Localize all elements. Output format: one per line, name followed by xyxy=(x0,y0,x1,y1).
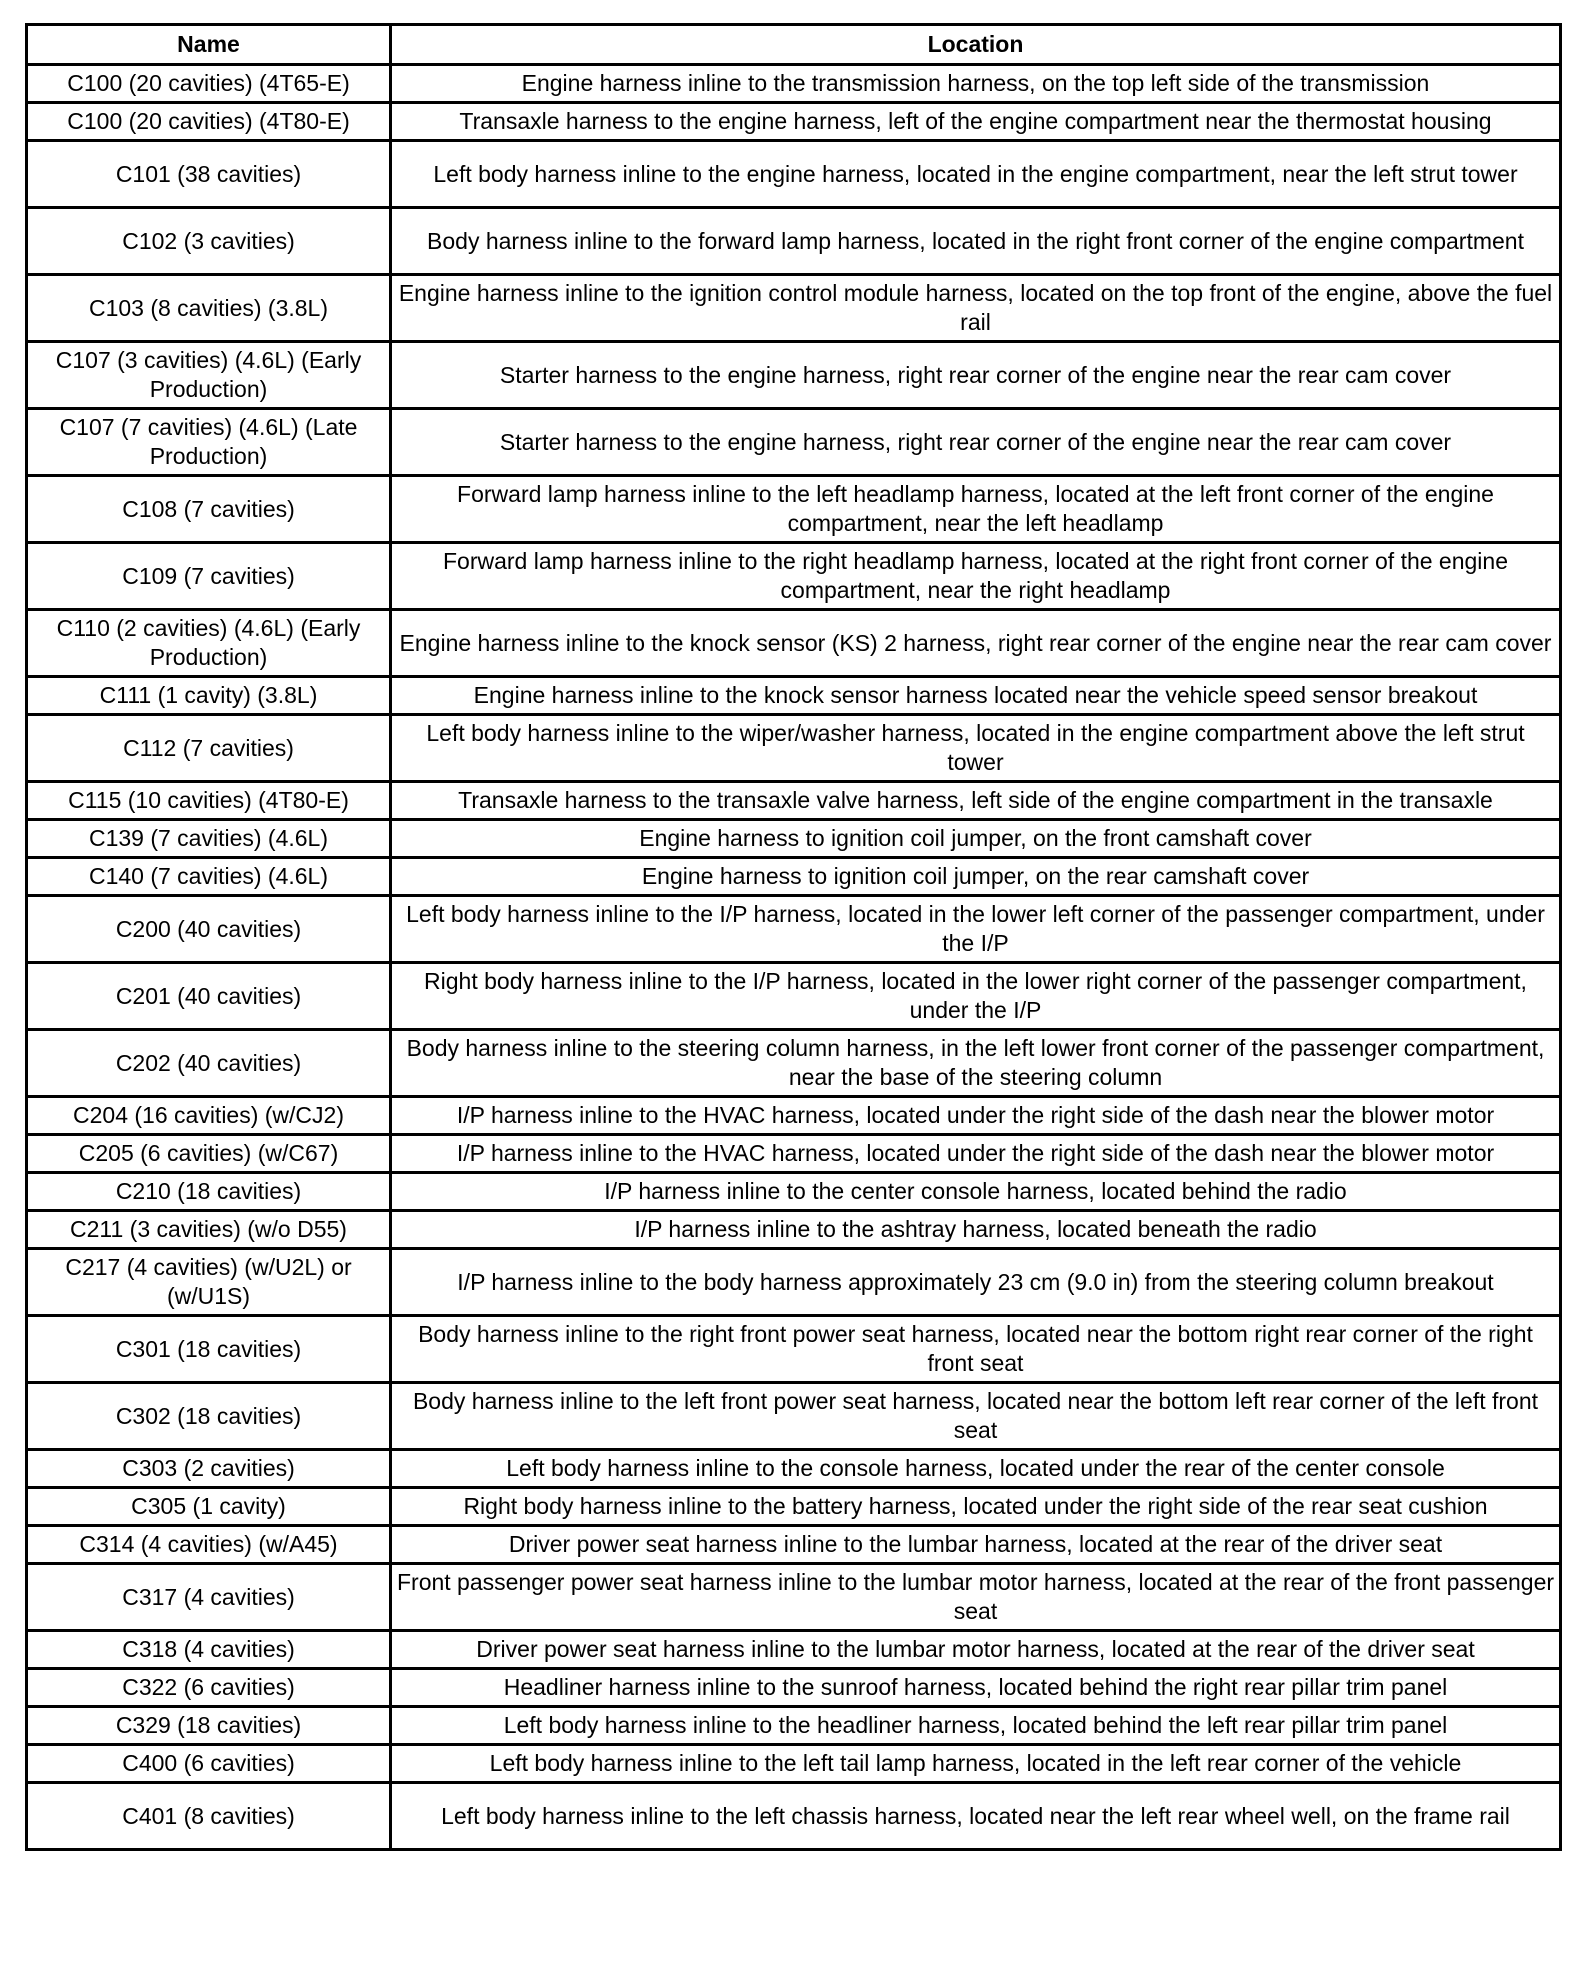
connector-location-cell: Engine harness inline to the ignition control module harness, located on the top front of the engine, above the fuel rail xyxy=(391,275,1561,342)
table-row xyxy=(27,476,1561,543)
table-row xyxy=(27,1030,1561,1097)
table-row xyxy=(27,896,1561,963)
connector-location-cell: Body harness inline to the right front power seat harness, located near the bottom right rear corner of the right front seat xyxy=(391,1316,1561,1383)
table-row xyxy=(27,858,1561,896)
connector-location-cell: Left body harness inline to the console harness, located under the rear of the center console xyxy=(391,1450,1561,1488)
connector-location-cell: Forward lamp harness inline to the right headlamp harness, located at the right front corner of the engine compartment, near the right headlamp xyxy=(391,543,1561,610)
connector-name-cell: C101 (38 cavities) xyxy=(27,141,391,208)
connector-name-cell: C400 (6 cavities) xyxy=(27,1745,391,1783)
connector-location-cell: Engine harness to ignition coil jumper, on the front camshaft cover xyxy=(391,820,1561,858)
table-row xyxy=(27,1450,1561,1488)
table-row xyxy=(27,208,1561,275)
table-row xyxy=(27,715,1561,782)
table-row xyxy=(27,65,1561,103)
table-row xyxy=(27,782,1561,820)
connector-name-cell: C302 (18 cavities) xyxy=(27,1383,391,1450)
table-row xyxy=(27,677,1561,715)
connector-name-cell: C314 (4 cavities) (w/A45) xyxy=(27,1526,391,1564)
connector-location-cell: Left body harness inline to the I/P harness, located in the lower left corner of the passenger compartment, under the I/P xyxy=(391,896,1561,963)
table-row xyxy=(27,1173,1561,1211)
table-row xyxy=(27,1707,1561,1745)
table-row xyxy=(27,610,1561,677)
table-row xyxy=(27,1745,1561,1783)
connector-location-cell: Body harness inline to the forward lamp harness, located in the right front corner of the engine compartment xyxy=(391,208,1561,275)
connector-name-cell: C107 (3 cavities) (4.6L) (Early Production) xyxy=(27,342,391,409)
connector-location-cell: Body harness inline to the left front power seat harness, located near the bottom left rear corner of the left front seat xyxy=(391,1383,1561,1450)
table-row xyxy=(27,1488,1561,1526)
connector-location-cell: Left body harness inline to the wiper/washer harness, located in the engine compartment above the left strut tower xyxy=(391,715,1561,782)
table-row xyxy=(27,1135,1561,1173)
connector-location-cell: I/P harness inline to the HVAC harness, located under the right side of the dash near the blower motor xyxy=(391,1097,1561,1135)
connector-name-cell: C139 (7 cavities) (4.6L) xyxy=(27,820,391,858)
table-row xyxy=(27,141,1561,208)
table-row xyxy=(27,820,1561,858)
connector-location-cell: Left body harness inline to the engine harness, located in the engine compartment, near the left strut tower xyxy=(391,141,1561,208)
connector-name-cell: C102 (3 cavities) xyxy=(27,208,391,275)
connector-location-cell: Left body harness inline to the left chassis harness, located near the left rear wheel well, on the frame rail xyxy=(391,1783,1561,1850)
location-column-header: Location xyxy=(391,25,1561,65)
connector-location-cell: I/P harness inline to the center console harness, located behind the radio xyxy=(391,1173,1561,1211)
table-row xyxy=(27,275,1561,342)
table-row xyxy=(27,1097,1561,1135)
connector-location-cell: Engine harness to ignition coil jumper, on the rear camshaft cover xyxy=(391,858,1561,896)
table-row xyxy=(27,342,1561,409)
table-row xyxy=(27,963,1561,1030)
connector-location-cell: Engine harness inline to the transmission harness, on the top left side of the transmission xyxy=(391,65,1561,103)
connector-location-cell: Engine harness inline to the knock sensor harness located near the vehicle speed sensor breakout xyxy=(391,677,1561,715)
connector-name-cell: C107 (7 cavities) (4.6L) (Late Production) xyxy=(27,409,391,476)
connector-location-cell: Starter harness to the engine harness, right rear corner of the engine near the rear cam cover xyxy=(391,342,1561,409)
connector-name-cell: C401 (8 cavities) xyxy=(27,1783,391,1850)
connector-name-cell: C201 (40 cavities) xyxy=(27,963,391,1030)
table-row xyxy=(27,1211,1561,1249)
connector-location-cell: Transaxle harness to the engine harness, left of the engine compartment near the thermostat housing xyxy=(391,103,1561,141)
table-row xyxy=(27,1316,1561,1383)
connector-name-cell: C112 (7 cavities) xyxy=(27,715,391,782)
connector-location-cell: I/P harness inline to the HVAC harness, located under the right side of the dash near the blower motor xyxy=(391,1135,1561,1173)
connector-name-cell: C205 (6 cavities) (w/C67) xyxy=(27,1135,391,1173)
table-row xyxy=(27,103,1561,141)
connector-name-cell: C109 (7 cavities) xyxy=(27,543,391,610)
table-row xyxy=(27,543,1561,610)
connector-name-cell: C322 (6 cavities) xyxy=(27,1669,391,1707)
connector-location-cell: Right body harness inline to the battery harness, located under the right side of the rear seat cushion xyxy=(391,1488,1561,1526)
name-column-header: Name xyxy=(27,25,391,65)
connector-name-cell: C305 (1 cavity) xyxy=(27,1488,391,1526)
connector-location-cell: Left body harness inline to the left tail lamp harness, located in the left rear corner of the vehicle xyxy=(391,1745,1561,1783)
connector-location-cell: Transaxle harness to the transaxle valve harness, left side of the engine compartment in the transaxle xyxy=(391,782,1561,820)
connector-name-cell: C140 (7 cavities) (4.6L) xyxy=(27,858,391,896)
connector-location-cell: Right body harness inline to the I/P harness, located in the lower right corner of the passenger compartment, under the I/P xyxy=(391,963,1561,1030)
connector-name-cell: C204 (16 cavities) (w/CJ2) xyxy=(27,1097,391,1135)
connector-name-cell: C103 (8 cavities) (3.8L) xyxy=(27,275,391,342)
connector-location-cell: Body harness inline to the steering column harness, in the left lower front corner of the passenger compartment, near the base of the steering column xyxy=(391,1030,1561,1097)
connector-location-cell: I/P harness inline to the ashtray harness, located beneath the radio xyxy=(391,1211,1561,1249)
connector-name-cell: C200 (40 cavities) xyxy=(27,896,391,963)
connector-location-cell: Front passenger power seat harness inline to the lumbar motor harness, located at the rear of the front passenger seat xyxy=(391,1564,1561,1631)
connector-location-cell: Headliner harness inline to the sunroof harness, located behind the right rear pillar trim panel xyxy=(391,1669,1561,1707)
connector-location-cell: Starter harness to the engine harness, right rear corner of the engine near the rear cam cover xyxy=(391,409,1561,476)
connector-name-cell: C100 (20 cavities) (4T65-E) xyxy=(27,65,391,103)
connector-location-cell: Engine harness inline to the knock sensor (KS) 2 harness, right rear corner of the engine near the rear cam cover xyxy=(391,610,1561,677)
table-row xyxy=(27,1631,1561,1669)
table-row xyxy=(27,1669,1561,1707)
connector-name-cell: C217 (4 cavities) (w/U2L) or (w/U1S) xyxy=(27,1249,391,1316)
connector-location-cell: Forward lamp harness inline to the left headlamp harness, located at the left front corner of the engine compartment, near the left headlamp xyxy=(391,476,1561,543)
connector-name-cell: C317 (4 cavities) xyxy=(27,1564,391,1631)
connector-location-cell: I/P harness inline to the body harness approximately 23 cm (9.0 in) from the steering column breakout xyxy=(391,1249,1561,1316)
connector-name-cell: C211 (3 cavities) (w/o D55) xyxy=(27,1211,391,1249)
connector-name-cell: C100 (20 cavities) (4T80-E) xyxy=(27,103,391,141)
connector-name-cell: C301 (18 cavities) xyxy=(27,1316,391,1383)
table-row xyxy=(27,1249,1561,1316)
table-row xyxy=(27,1383,1561,1450)
connector-name-cell: C111 (1 cavity) (3.8L) xyxy=(27,677,391,715)
connector-name-cell: C110 (2 cavities) (4.6L) (Early Production) xyxy=(27,610,391,677)
connector-location-cell: Left body harness inline to the headliner harness, located behind the left rear pillar trim panel xyxy=(391,1707,1561,1745)
connector-name-cell: C202 (40 cavities) xyxy=(27,1030,391,1097)
connector-name-cell: C115 (10 cavities) (4T80-E) xyxy=(27,782,391,820)
connector-name-cell: C108 (7 cavities) xyxy=(27,476,391,543)
connector-location-cell: Driver power seat harness inline to the lumbar harness, located at the rear of the driver seat xyxy=(391,1526,1561,1564)
connector-name-cell: C303 (2 cavities) xyxy=(27,1450,391,1488)
table-row xyxy=(27,1783,1561,1850)
header-row xyxy=(27,25,1561,65)
table-row xyxy=(27,1564,1561,1631)
connector-name-cell: C210 (18 cavities) xyxy=(27,1173,391,1211)
connector-name-cell: C318 (4 cavities) xyxy=(27,1631,391,1669)
table-row xyxy=(27,1526,1561,1564)
connector-name-cell: C329 (18 cavities) xyxy=(27,1707,391,1745)
table-row xyxy=(27,409,1561,476)
table-body xyxy=(27,65,1561,1850)
connector-location-cell: Driver power seat harness inline to the lumbar motor harness, located at the rear of the driver seat xyxy=(391,1631,1561,1669)
connector-location-table xyxy=(25,23,1562,1851)
